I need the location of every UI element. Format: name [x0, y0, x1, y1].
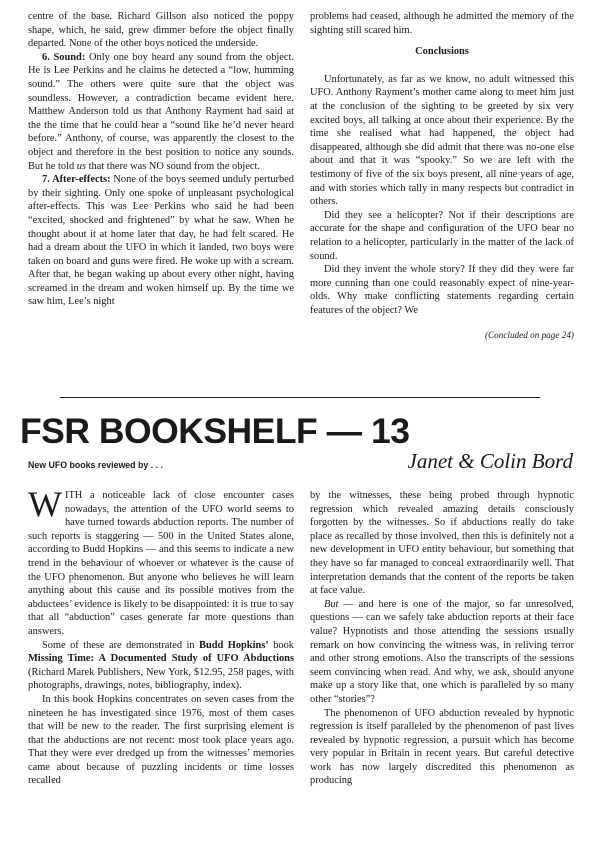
after-effects-paragraph [28, 173, 294, 309]
section-divider [60, 397, 540, 398]
continuation-note: (Concluded on page 24) [484, 330, 574, 341]
author-name: Budd Hopkins’ [199, 639, 269, 651]
paragraph: The phenomenon of UFO abduction revealed by hypnotic regression is itself paralleled by the phenomenon of past lives revealed by hypnotic regression, a pursuit which has become very popular in Britain in recent years. But careful detective work has now largely discredited this phenomenon as producing [310, 707, 574, 787]
paragraph [28, 639, 294, 693]
paragraph-text: book [268, 639, 294, 651]
paragraph-text: (Richard Marek Publishers, New York, $12.95, 258 pages, with photographs, drawings, notes, bibliography, index). [28, 666, 294, 692]
drop-cap: W [28, 484, 62, 524]
paragraph: Did they invent the whole story? If they did they were far more cunning than one could reasonably expect of nine-year-olds. Why make conflicting statements regarding certain features of the object? We [310, 264, 574, 316]
paragraph-text: Some of these are demonstrated in [42, 639, 200, 651]
item-label: 7. After-effects: [42, 174, 111, 186]
paragraph: Did they see a helicopter? Not if their descriptions are accurate for the shape and configuration of the UFO bear no relation to a helicopter, particularly in the matter of the lack of sound. [310, 209, 574, 262]
paragraph: centre of the base. Richard Gillson also noticed the poppy shape, which, he said, grew dimmer before the object finally departed. None of the other boys noticed the underside. [28, 11, 294, 50]
section-heading: Conclusions [415, 46, 469, 58]
paragraph-text: — and here is one of the major, so far unresolved, questions — can we safely take abduction reports at their face value? Hypnotists and those attending the sessions usually remark on how convincing the witness was, in reliving terror and other strong emotions. Also the transcripts of the sessions seem convincing when read. And why, we ask, should anyone make up a story like that, one which is paralleled by so many other “stories”? [310, 598, 574, 705]
paragraph: In this book Hopkins concentrates on seven cases from the nineteen he has investigated since 1976, most of them cases that will be new to the reader. The first surprising element is that the abductions are not recent: most took place years ago. That they were ever dredged up from the witnesses’ memories came about because of puzzling incidents or time losses recalled [28, 693, 294, 787]
paragraph-text: that there was NO sound from the object. [86, 160, 261, 172]
opening-paragraph [28, 484, 294, 639]
bottom-left-column [28, 484, 294, 788]
emphasis: us [76, 160, 87, 172]
paragraph-text: Only one boy heard any sound from the object. He is Lee Perkins and he claims he detected a “low, humming sound.” The others were quite sure that the object was soundless. However, a contradiction became evident here. Matthew Anderson told us that Anthony Rayment had said at the the time that he could hear a “sound like he’d never heard before.” Anthony, of course, was apparently the closest to the object and therefore in the best position to notice any sounds. But he told [28, 51, 294, 172]
paragraph-text: ITH a noticeable lack of close encounter cases nowadays, the attention of the UFO world seems to have turned towards abduction reports. The number of such reports is staggering — 500 in the United States alone, according to Budd Hopkins — and this seems to indicate a new trend in the behaviour of whoever or whatever is the cause of the UFO phenomenon. But anyone who believes he will learn anything about this cause and its possible motives from the abductees’ evidence is likely to be disappointed: it is true to say that all “abduction” cases generate far more questions than answers. [28, 490, 294, 637]
emphasis: But [324, 598, 339, 610]
paragraph [310, 598, 574, 707]
article-authors: Janet & Colin Bord [407, 449, 573, 473]
article-title: FSR BOOKSHELF — 13 [20, 411, 410, 451]
paragraph-text: None of the boys seemed unduly perturbed by their sighting. Only one spoke of unpleasant psychological after-effects. This was Lee Perkins who said he had been “excited, shocked and frightened” by what he saw. When he thought about it at home later that day, he had felt scared. He had a dream about the UFO in which it landed, two boys were taken on board and guns were fired. He woke up with a scream. After that, he began waking up about every other night, having screamed in the dream and woken himself up. By the time we saw him, Lee’s night [28, 174, 294, 308]
paragraph: by the witnesses, these being probed through hypnotic regression which revealed amazing details consciously forgotten by the witnesses. So if abductions really do take place as recalled by those involved, then this is definitely not a new development in UFO entity behaviour, but something that they have so far managed to conceal extraordinarily well. That interpretation demands that the content of the reports be taken at face value. [310, 490, 574, 597]
book-title: Missing Time: A Documented Study of UFO Abductions [28, 653, 294, 665]
item-label: 6. Sound: [42, 51, 86, 63]
top-right-column [310, 10, 574, 343]
article-byline: New UFO books reviewed by . . . [28, 460, 163, 470]
paragraph: Unfortunately, as far as we know, no adult witnessed this UFO. Anthony Rayment’s mother came along to meet him just at the conclusion of the sighting to be greeted by six very excited boys, all talking at once about their experience. By the time she realised what had happened, the object had disappeared, although she did admit that there was no-one else about and that it was “spooky.” So we are left with the testimony of five of the six boys present, all nine years of age, and with stories which tally in many respects but contradict in others. [310, 73, 574, 208]
paragraph: problems had ceased, although he admitted the memory of the sighting still scared him. [310, 11, 574, 36]
bottom-right-column [310, 489, 574, 788]
top-left-column [28, 10, 294, 309]
sound-paragraph [28, 51, 294, 173]
